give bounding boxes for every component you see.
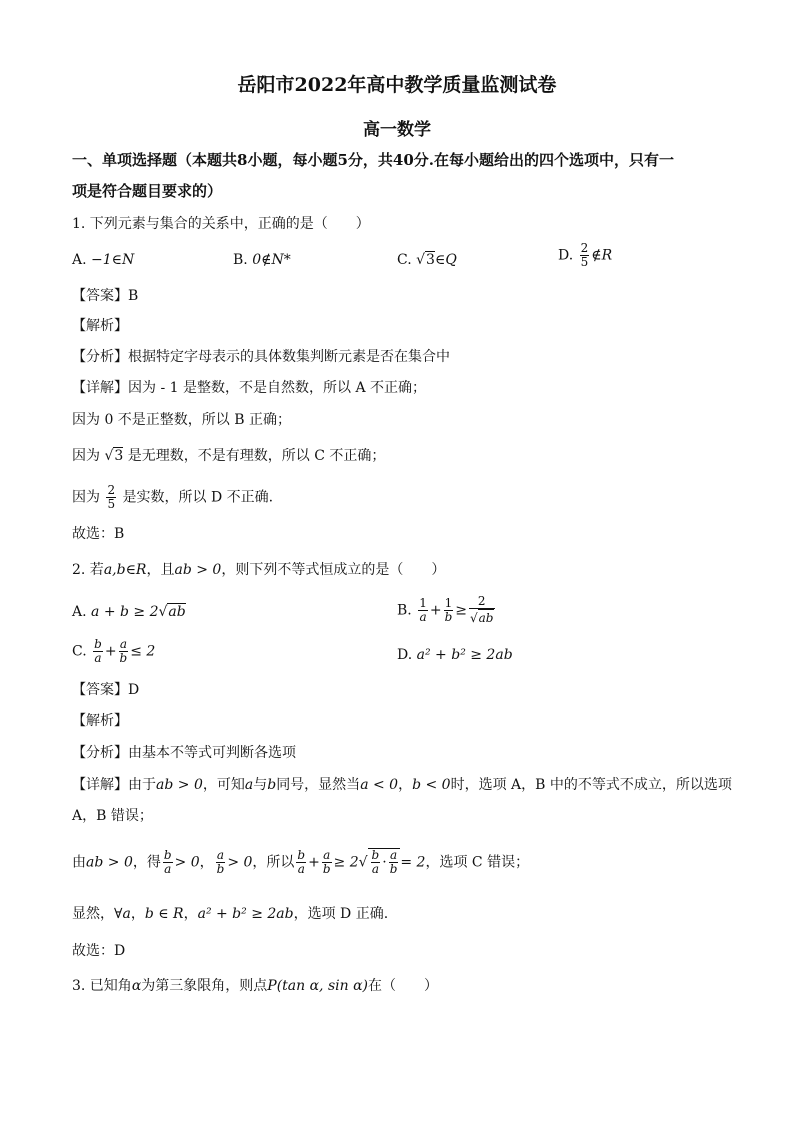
q2-option-d: D. a² + b² ≥ 2ab xyxy=(397,647,513,663)
q2-xiangjie-line4: 显然，∀a，b ∈ R，a² + b² ≥ 2ab，选项 D 正确. xyxy=(72,906,389,922)
q1-fenxi xyxy=(72,347,450,367)
q1-answer-tag: 【答案】 xyxy=(72,288,128,304)
q2-option-a: A. a + b ≥ 2√ab xyxy=(72,604,186,620)
q1-answer xyxy=(72,286,138,306)
q1-option-b-label: B. xyxy=(233,252,248,268)
q1-fenxi-tag: 【分析】 xyxy=(72,349,128,365)
q2-xiangjie-line1: 【详解】由于ab > 0，可知a与b同号，显然当a < 0，b < 0时，选项 A，B 中的不等式不成立，所以选项 xyxy=(72,777,732,793)
q2-jiexi: 【解析】 xyxy=(72,713,128,729)
q1-xiangjie-line1: 因为 - 1 是整数，不是自然数，所以 A 不正确； xyxy=(128,380,426,396)
q1-option-a-label: A. xyxy=(72,252,87,268)
q1-option-d-fraction: $\frac{2}{5}$ xyxy=(580,241,589,269)
q1-fenxi-text: 根据特定字母表示的具体数集判断元素是否在集合中 xyxy=(128,349,450,365)
q1-xiangjie-radicand: 3 xyxy=(114,448,124,464)
q2-answer: 【答案】D xyxy=(72,682,140,698)
q2-fenxi: 【分析】由基本不等式可判断各选项 xyxy=(72,745,296,761)
q1-xiangjie-line3: 因为 √3 是无理数，不是有理数，所以 C 不正确； xyxy=(72,448,386,464)
q2-guxuan: 故选：D xyxy=(72,943,126,959)
q1-xiangjie-line4: 因为 $\frac{2}{5}$ 是实数，所以 D 不正确. xyxy=(72,483,274,511)
q1-option-b xyxy=(233,250,291,270)
q1-xiangjie-fraction: $\frac{2}{5}$ xyxy=(107,483,116,511)
q2-option-c: C. $\frac{b}{a}$ + $\frac{a}{b}$ ≤ 2 xyxy=(72,637,156,665)
q1-xiangjie-tag: 【详解】 xyxy=(72,380,128,396)
q2-xiangjie-line2: A，B 错误； xyxy=(72,808,153,824)
q1-jiexi: 【解析】 xyxy=(72,318,128,334)
q3-stem: 3. 已知角α为第三象限角，则点P(tan α, sin α)在（ ） xyxy=(72,978,439,994)
q1-option-a xyxy=(72,250,134,270)
q2-xiangjie-line3: 由ab > 0，得 $\frac{b}{a}$ > 0， $\frac{a}{b}$ > 0，所以 $\frac{b}{a}$ + $\frac{a}{b}$ ≥ 2√ $\frac{b}{a}$ · $\frac{a}{b}$ = 2，选项 C 错误； xyxy=(72,848,530,876)
exam-title: 岳阳市2022年高中教学质量监测试卷 xyxy=(237,74,557,96)
section-heading-line2: 项是符合题目要求的） xyxy=(72,182,223,200)
q1-option-d xyxy=(558,242,612,269)
q1-xiangjie-line2: 因为 0 不是正整数，所以 B 正确； xyxy=(72,412,291,428)
q1-option-d-label: D. xyxy=(558,247,574,264)
q1-option-c-radicand: 3 xyxy=(426,252,435,268)
q1-answer-value: B xyxy=(128,288,139,304)
q1-option-d-tail: ∉R xyxy=(591,247,613,264)
q1-option-b-text: 0∉N* xyxy=(252,252,291,268)
q2-answer-value: D xyxy=(128,682,140,698)
q1-stem: 1. 下列元素与集合的关系中，正确的是（ ） xyxy=(72,216,370,232)
q2-stem: 2. 若a,b∈R，且ab > 0，则下列不等式恒成立的是（ ） xyxy=(72,562,446,578)
exam-subject: 高一数学 xyxy=(363,120,431,140)
q2-option-b: B. $\frac{1}{a}$ + $\frac{1}{b}$ ≥ $\frac{2}{√ab}$ xyxy=(397,594,494,625)
q1-option-c-label: C. xyxy=(397,252,412,268)
q1-option-c-tail: ∈Q xyxy=(434,252,457,268)
section-heading-line1: 一、单项选择题（本题共8小题，每小题5分，共40分.在每小题给出的四个选项中，只有一 xyxy=(72,151,674,169)
q1-guxuan: 故选：B xyxy=(72,526,125,542)
q1-xiangjie xyxy=(72,378,426,398)
q1-option-c: C. √3∈Q xyxy=(397,252,457,268)
q1-option-a-text: −1∈N xyxy=(91,252,135,268)
